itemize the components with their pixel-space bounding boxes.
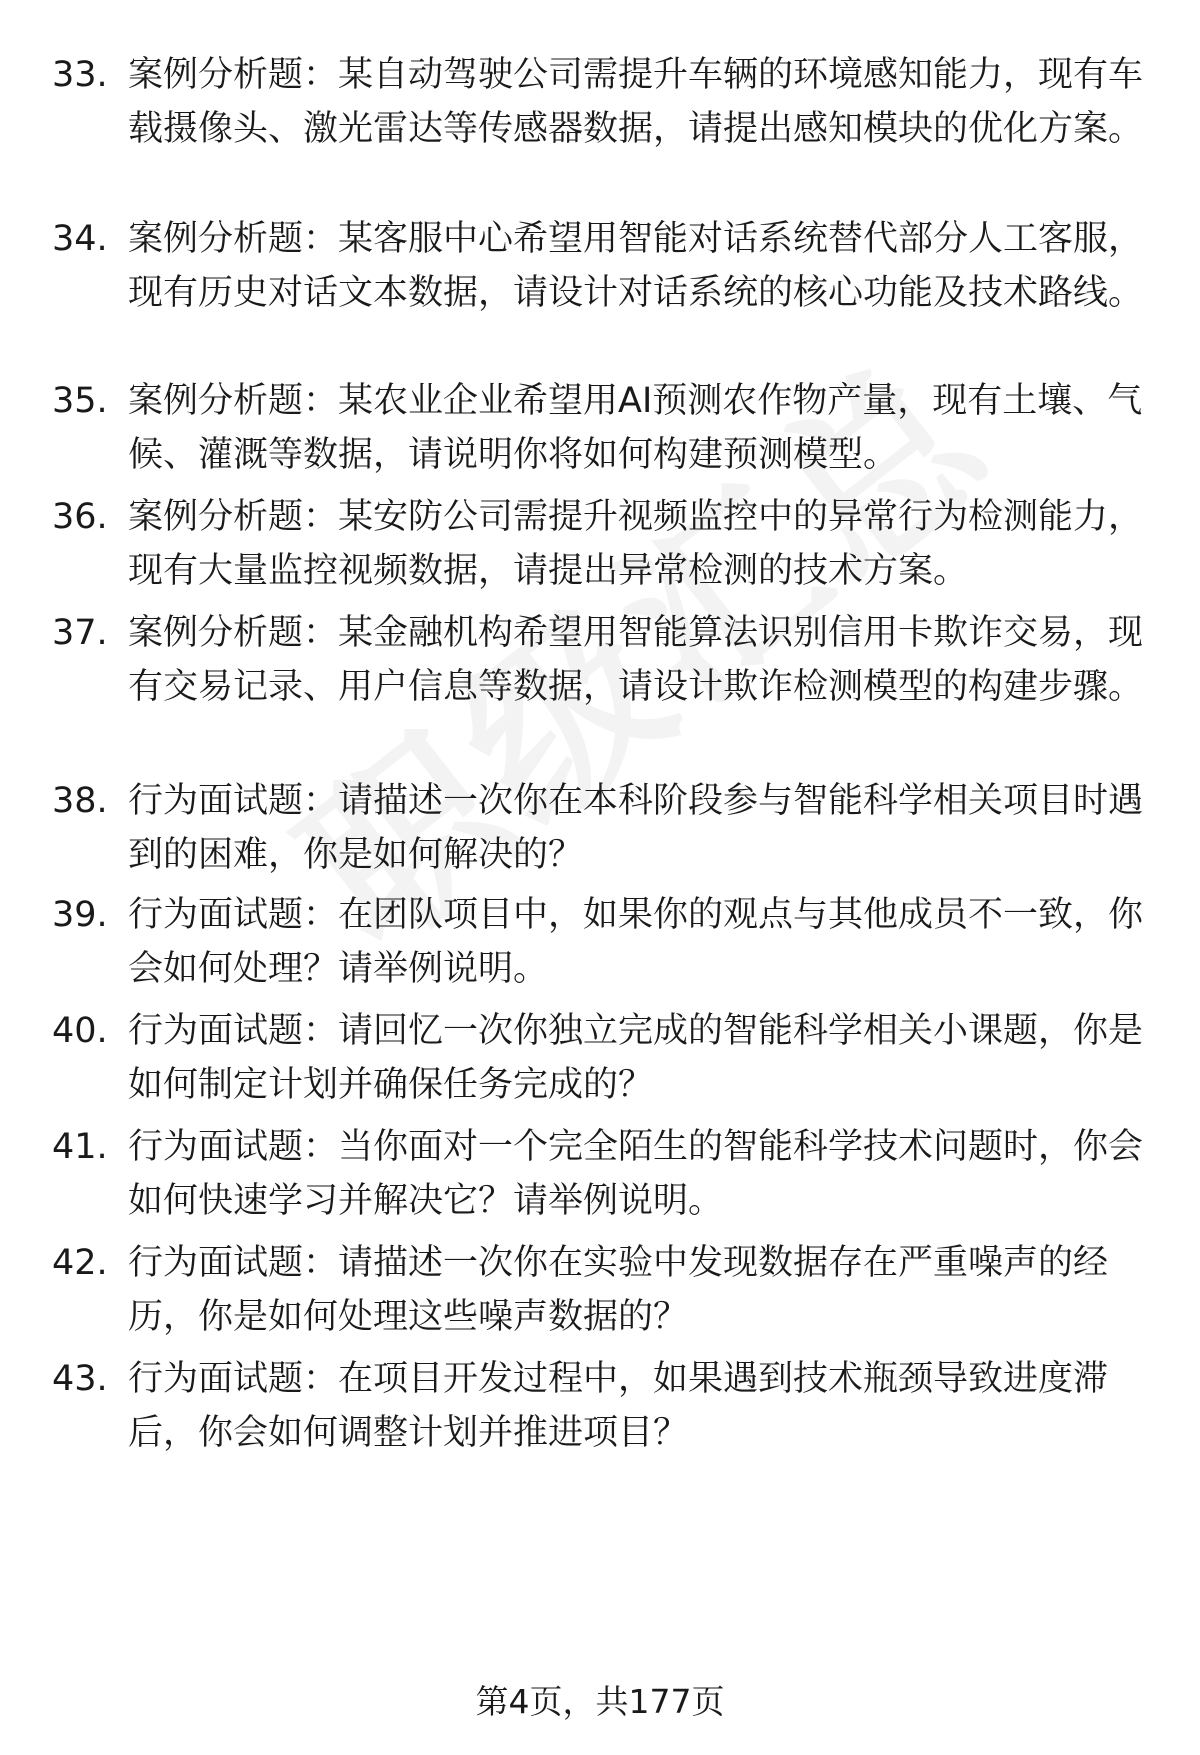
question-number: 33. bbox=[52, 55, 108, 95]
question-number: 41. bbox=[52, 1127, 108, 1167]
question-text: 案例分析题：某安防公司需提升视频监控中的异常行为检测能力，现有大量监控视频数据，请提出异常检测的技术方案。 bbox=[128, 497, 1144, 591]
question-number: 36. bbox=[52, 497, 108, 537]
question-text: 行为面试题：在项目开发过程中，如果遇到技术瓶颈导致进度滞后，你会如何调整计划并推进项目？ bbox=[128, 1359, 1109, 1453]
question-text: 行为面试题：在团队项目中，如果你的观点与其他成员不一致，你会如何处理？请举例说明。 bbox=[128, 895, 1144, 989]
question-text: 行为面试题：请回忆一次你独立完成的智能科学相关小课题，你是如何制定计划并确保任务完成的？ bbox=[128, 1011, 1144, 1105]
question-number: 39. bbox=[52, 895, 108, 935]
page-number: 第4页，共177页 bbox=[475, 1682, 725, 1721]
question-text: 行为面试题：当你面对一个完全陌生的智能科学技术问题时，你会如何快速学习并解决它？请举例说明。 bbox=[128, 1127, 1144, 1221]
question-text: 行为面试题：请描述一次你在实验中发现数据存在严重噪声的经历，你是如何处理这些噪声数据的？ bbox=[128, 1243, 1109, 1337]
question-number: 43. bbox=[52, 1359, 108, 1399]
question-text: 案例分析题：某自动驾驶公司需提升车辆的环境感知能力，现有车载摄像头、激光雷达等传感器数据，请提出感知模块的优化方案。 bbox=[128, 55, 1144, 149]
question-number: 42. bbox=[52, 1243, 108, 1283]
question-text: 案例分析题：某金融机构希望用智能算法识别信用卡欺诈交易，现有交易记录、用户信息等数据，请设计欺诈检测模型的构建步骤。 bbox=[128, 613, 1144, 707]
question-number: 37. bbox=[52, 613, 108, 653]
question-number: 40. bbox=[52, 1011, 108, 1051]
question-number: 34. bbox=[52, 219, 108, 259]
question-text: 案例分析题：某农业企业希望用AI预测农作物产量，现有土壤、气候、灌溉等数据，请说明你将如何构建预测模型。 bbox=[128, 381, 1143, 475]
question-text: 行为面试题：请描述一次你在本科阶段参与智能科学相关项目时遇到的困难，你是如何解决的？ bbox=[128, 781, 1144, 875]
question-number: 38. bbox=[52, 781, 108, 821]
question-number: 35. bbox=[52, 381, 108, 421]
question-text: 案例分析题：某客服中心希望用智能对话系统替代部分人工客服，现有历史对话文本数据，请设计对话系统的核心功能及技术路线。 bbox=[128, 219, 1144, 313]
